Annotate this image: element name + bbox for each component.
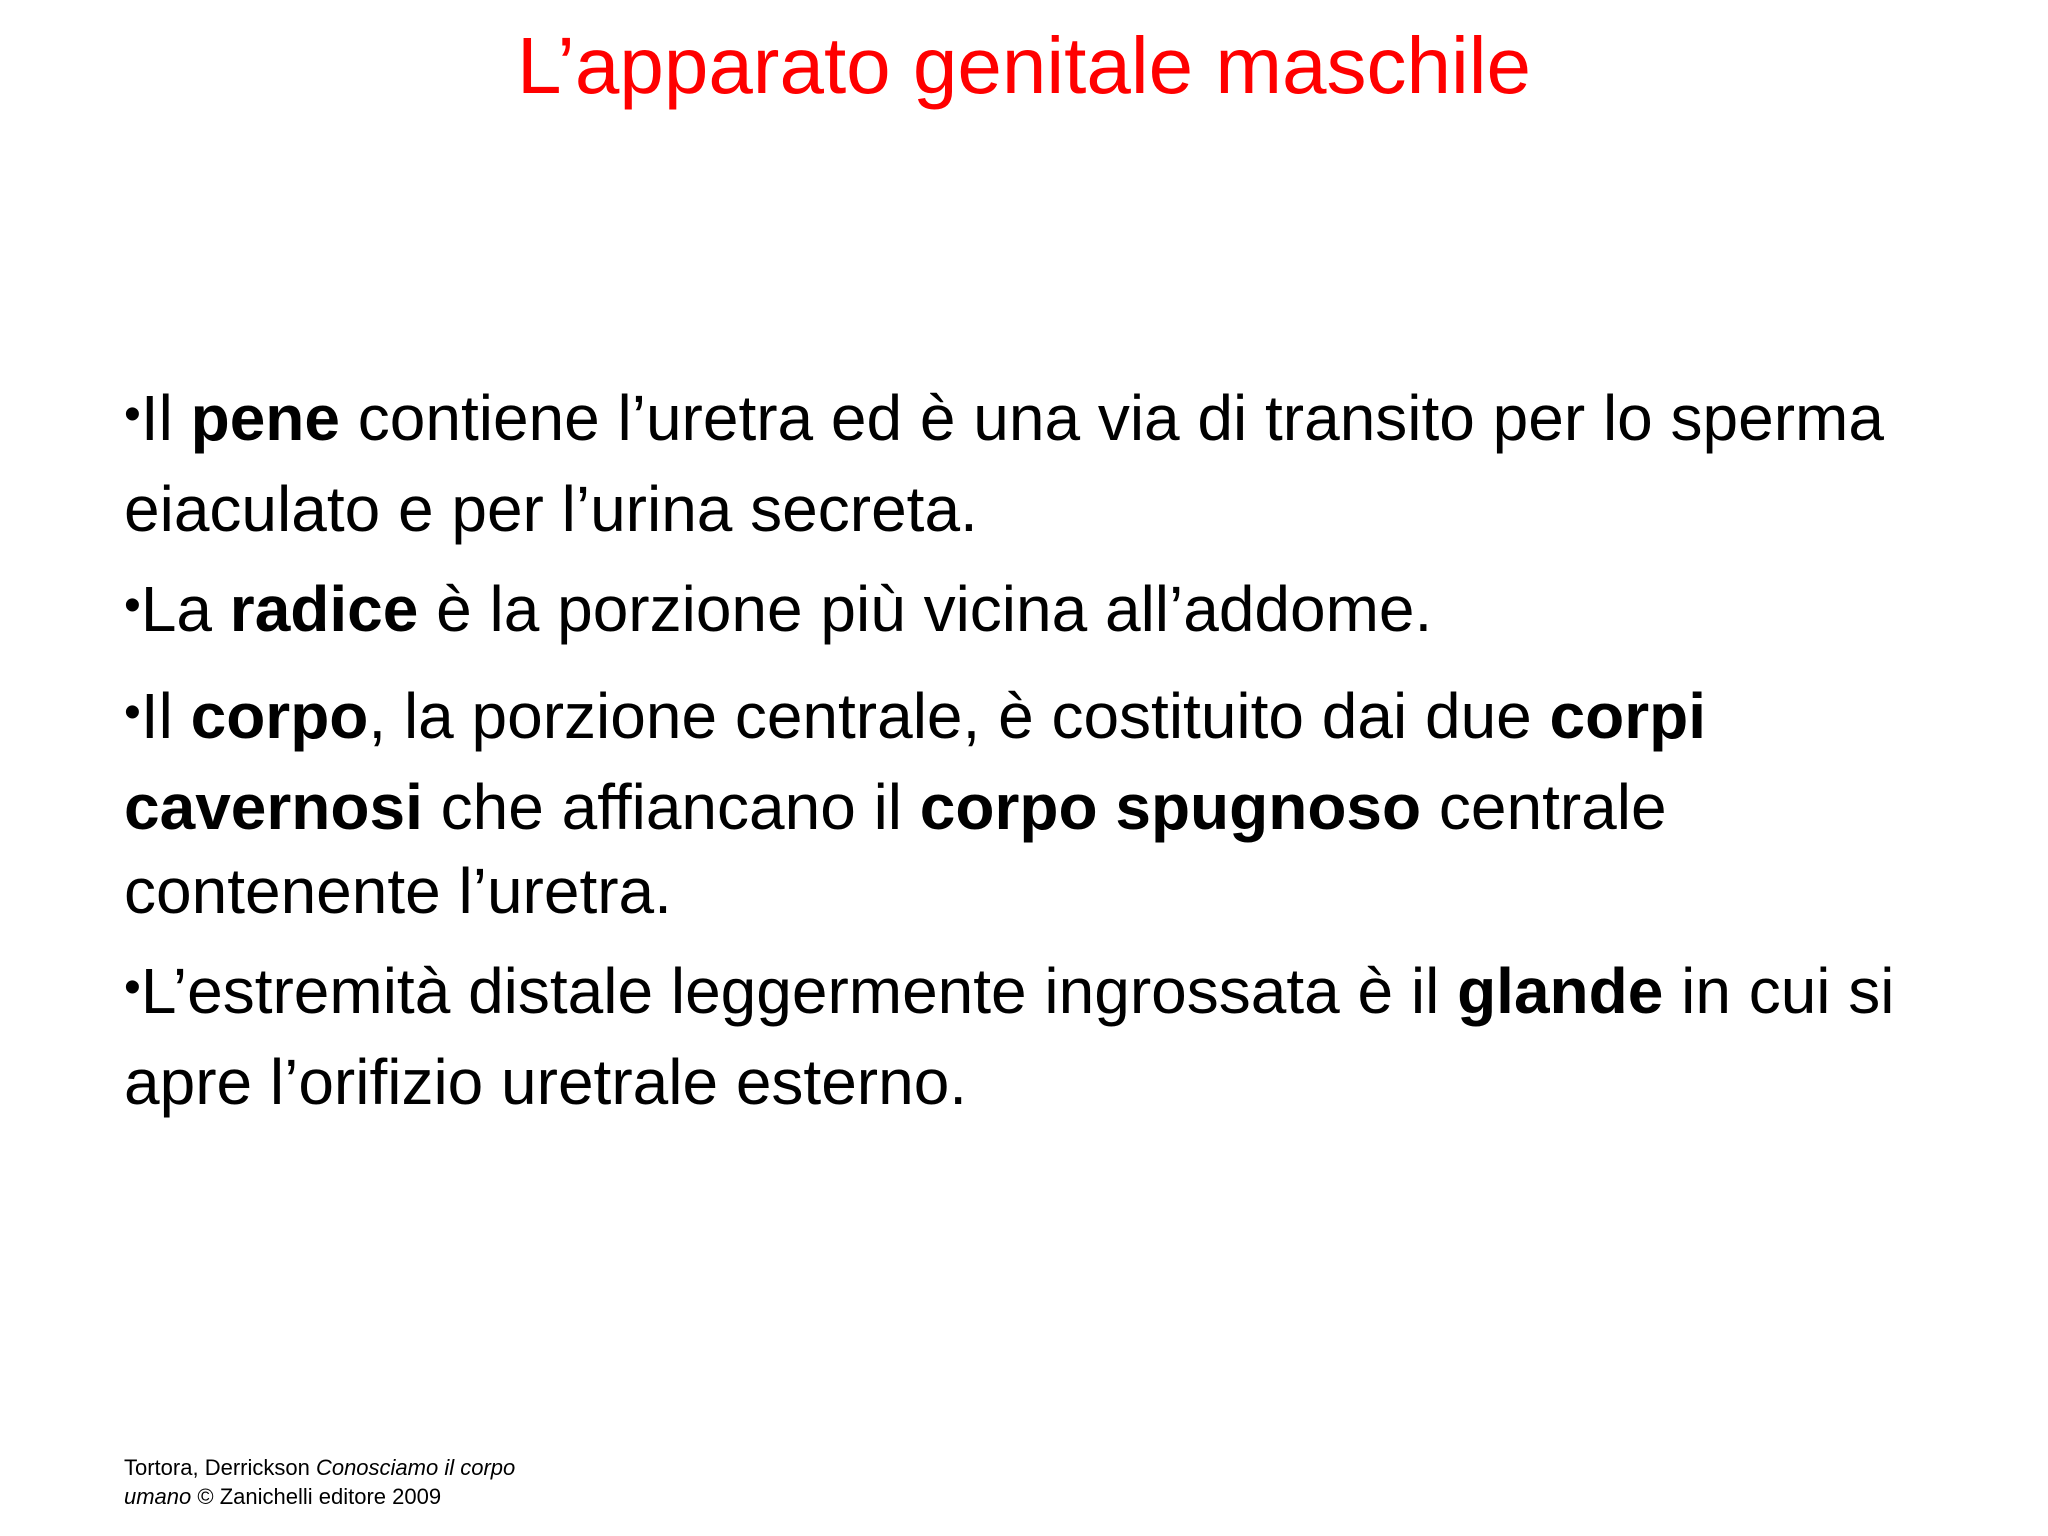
bullet-item [124, 674, 1944, 933]
bullet-text: L’estremità distale leggermente ingrossata è il [140, 955, 1458, 1027]
bullet-item [124, 567, 1944, 658]
bullet-text: contiene l’uretra ed è una via di transito per lo sperma eiaculato e per l’urina secreta. [124, 382, 1884, 545]
bullet-keyword: corpi cavernosi [124, 680, 1706, 843]
citation-footer [124, 1453, 584, 1511]
bullet-text: centrale contenente l’uretra. [124, 771, 1667, 927]
bullet-keyword: corpo [190, 680, 369, 752]
bullet-keyword: glande [1457, 955, 1664, 1027]
bullet-item [124, 376, 1944, 551]
slide-title: L’apparato genitale maschile [516, 21, 1532, 110]
bullet-symbol: • [124, 579, 141, 632]
bullet-symbol: • [124, 388, 141, 441]
bullet-symbol: • [124, 686, 141, 739]
bullet-text: che affiancano il [422, 771, 920, 843]
bullet-item [124, 949, 1944, 1124]
citation-publisher: © Zanichelli editore 2009 [191, 1484, 442, 1509]
bullet-symbol: • [124, 961, 141, 1014]
bullet-keyword: radice [229, 573, 419, 645]
citation-book-title: Conosciamo il corpo umano [124, 1455, 516, 1509]
bullet-text: Il [140, 382, 191, 454]
bullet-text: è la porzione più vicina all’addome. [418, 573, 1433, 645]
citation-authors: Tortora, Derrickson [124, 1455, 316, 1480]
bullet-keyword: pene [190, 382, 340, 454]
bullet-text: , la porzione centrale, è costituito dai due [368, 680, 1550, 752]
bullet-keyword: corpo spugnoso [919, 771, 1422, 843]
bullet-text: Il [140, 680, 191, 752]
bullet-list [124, 376, 1944, 1140]
bullet-text: La [140, 573, 230, 645]
bullet-text: in cui si apre l’orifizio uretrale esterno. [124, 955, 1895, 1118]
